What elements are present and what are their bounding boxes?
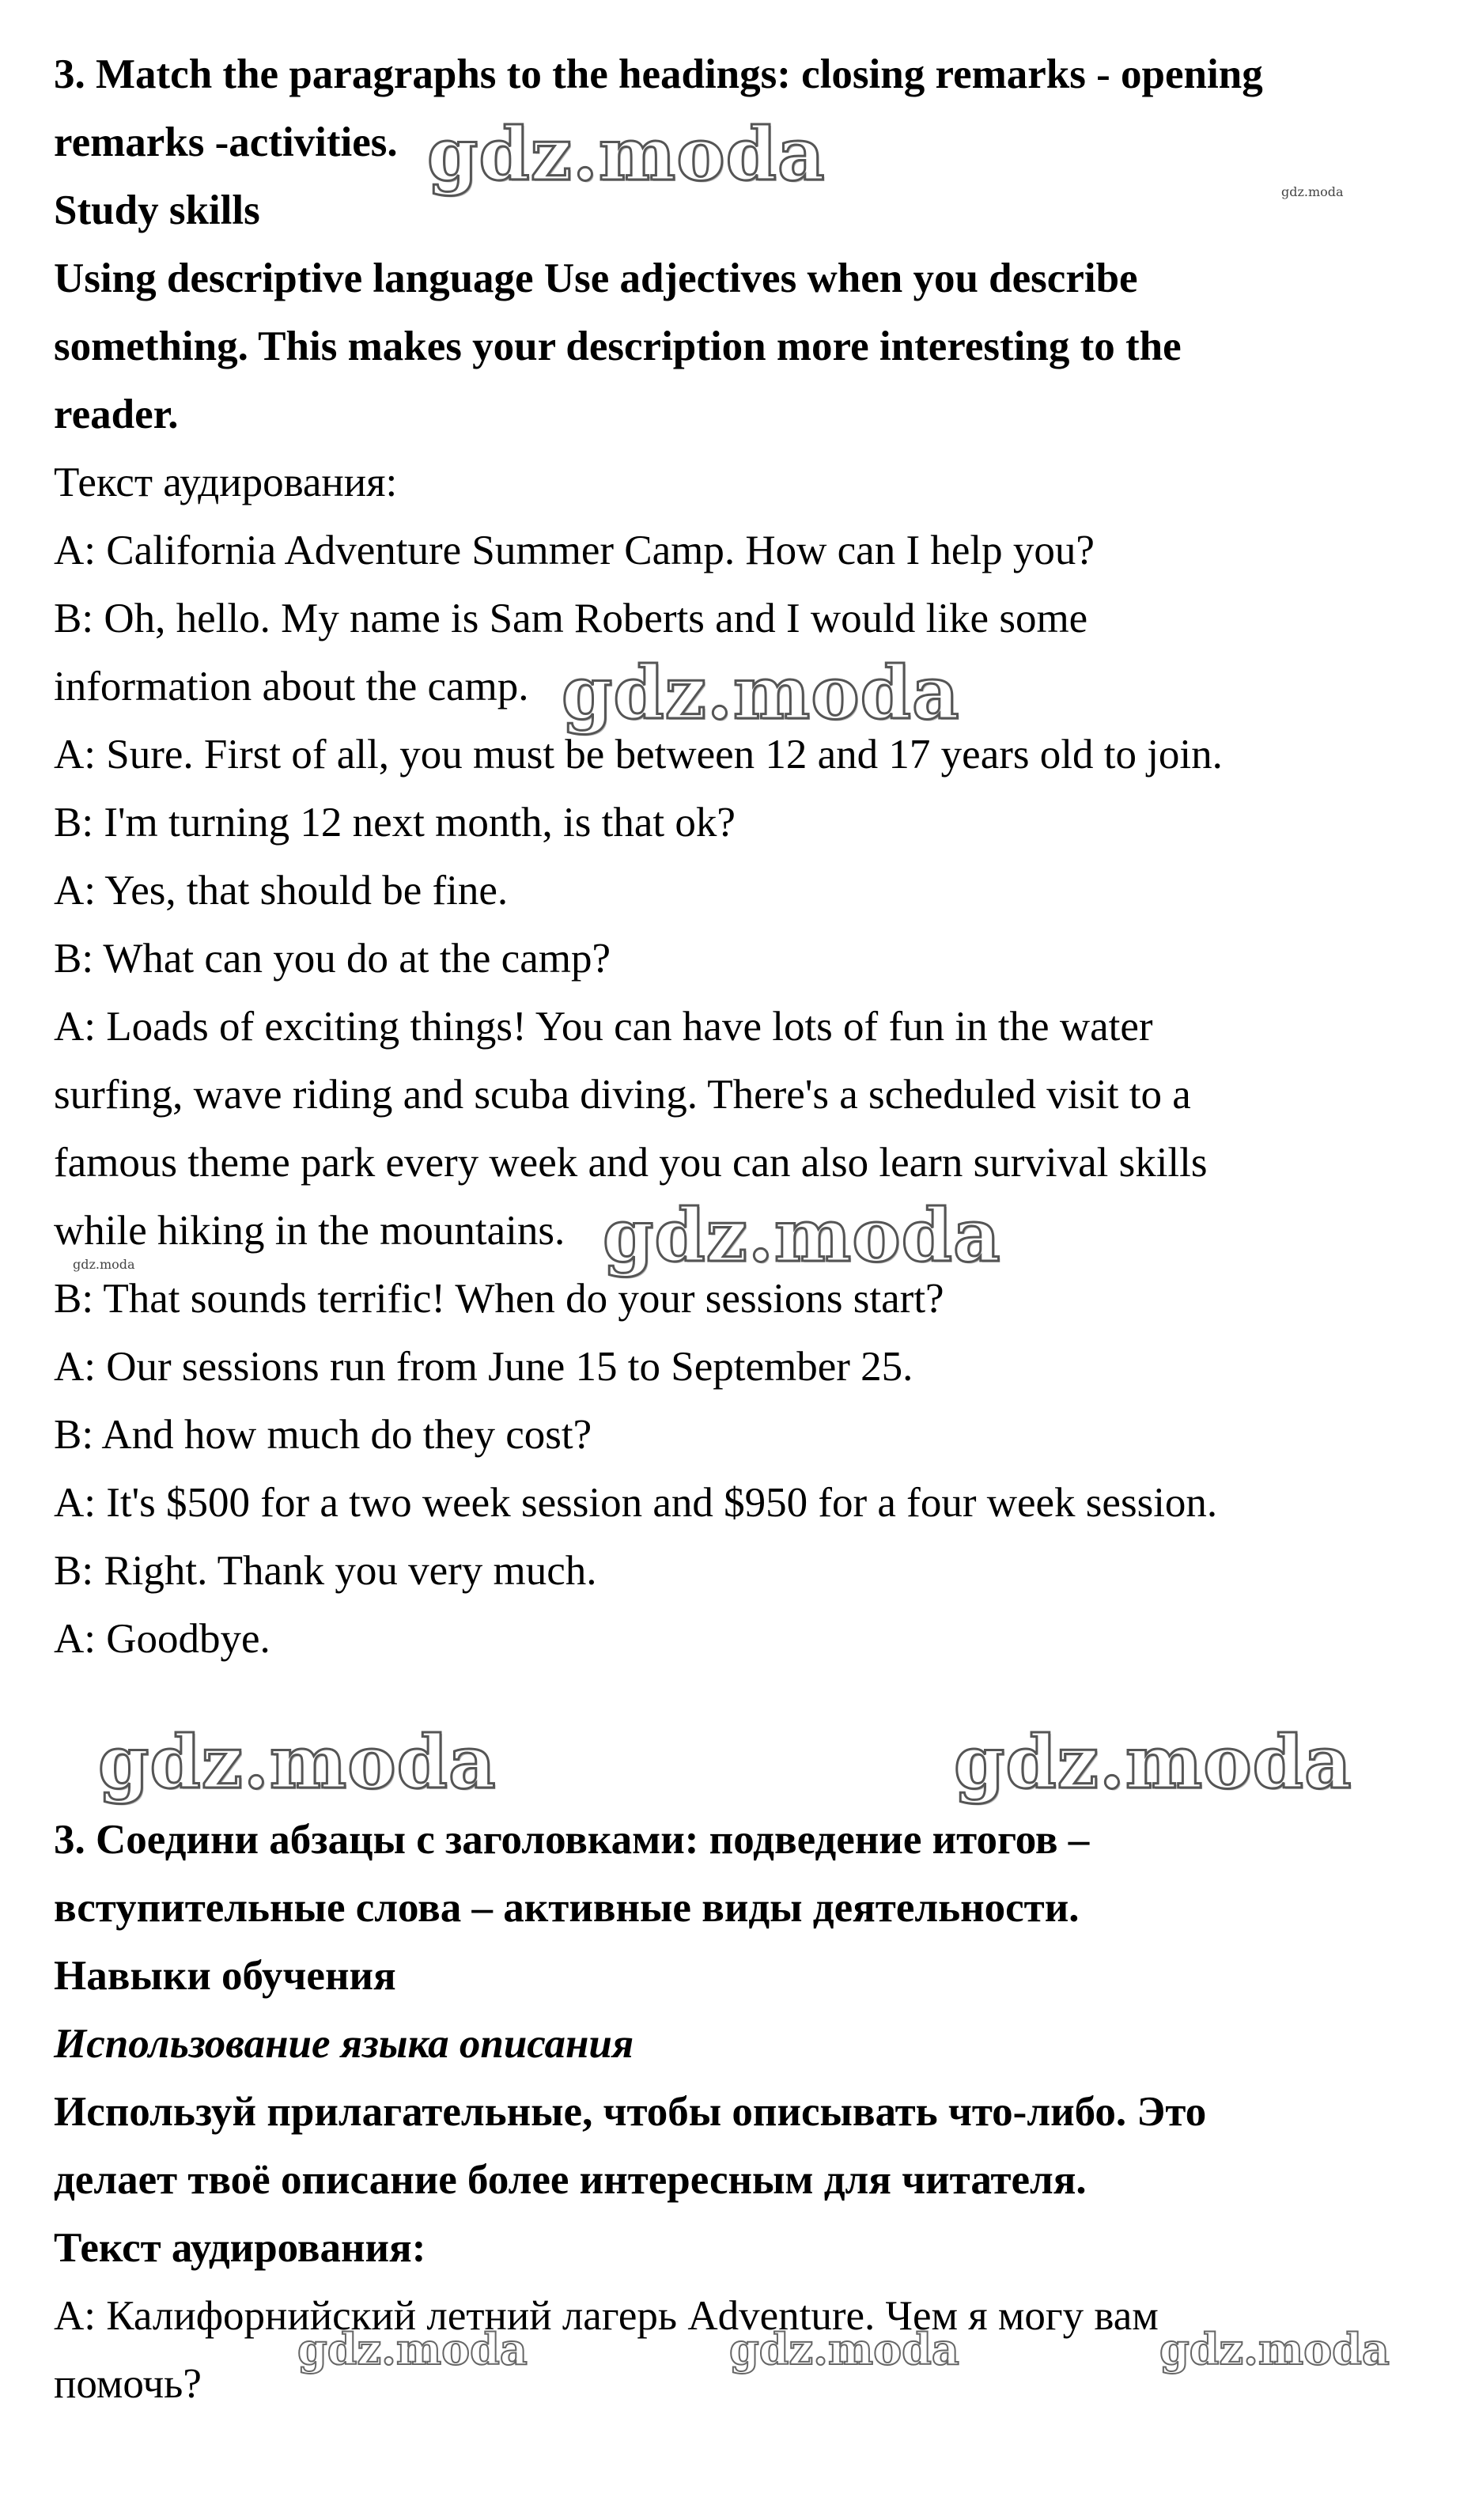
dialogue-line: B: Right. Thank you very much. xyxy=(54,1548,597,1594)
dialogue-line: A: Yes, that should be fine. xyxy=(54,868,509,914)
watermark-logo: gdz.moda xyxy=(1159,2324,1390,2374)
transcript-label-ru: Текст аудирования: xyxy=(54,460,398,505)
task-heading-en-line2: remarks -activities. xyxy=(54,119,398,165)
task-heading-ru-line2: вступительные слова – активные виды деятельности. xyxy=(54,1885,1080,1931)
task-heading-en-line1: 3. Match the paragraphs to the headings: closing remarks - opening xyxy=(54,51,1263,97)
watermark-small: gdz.moda xyxy=(1281,184,1344,199)
dialogue-line: while hiking in the mountains. xyxy=(54,1208,565,1254)
watermark-logo: gdz.moda xyxy=(603,1193,1001,1278)
dialogue-line: B: I'm turning 12 next month, is that ok? xyxy=(54,800,736,846)
watermark-logo: gdz.moda xyxy=(954,1720,1352,1805)
study-skills-text-ru-line2: делает твоё описание более интересным для читателя. xyxy=(54,2157,1087,2203)
study-skills-text-line1: Using descriptive language Use adjectives when you describe xyxy=(54,255,1138,301)
dialogue-line: A: California Adventure Summer Camp. How can I help you? xyxy=(54,528,1095,573)
dialogue-line: B: And how much do they cost? xyxy=(54,1412,592,1458)
dialogue-line: A: Loads of exciting things! You can have lots of fun in the water xyxy=(54,1004,1153,1050)
dialogue-line: A: Our sessions run from June 15 to September 25. xyxy=(54,1344,913,1390)
watermark-small: gdz.moda xyxy=(73,1257,135,1272)
dialogue-line: B: That sounds terrific! When do your sessions start? xyxy=(54,1276,944,1322)
dialogue-line-ru: A: Калифорнийский летний лагерь Adventure. Чем я могу вам xyxy=(54,2293,1159,2339)
dialogue-line: information about the camp. xyxy=(54,664,529,709)
dialogue-line: A: Goodbye. xyxy=(54,1616,270,1662)
study-skills-text-line3: reader. xyxy=(54,392,179,437)
dialogue-line: A: Sure. First of all, you must be between 12 and 17 years old to join. xyxy=(54,732,1223,778)
dialogue-line-ru: помочь? xyxy=(54,2361,202,2407)
study-skills-text-ru-line1: Используй прилагательные, чтобы описывать что-либо. Это xyxy=(54,2089,1207,2135)
watermark-logo: gdz.moda xyxy=(562,650,960,736)
dialogue-line: surfing, wave riding and scuba diving. There's a scheduled visit to a xyxy=(54,1072,1191,1118)
watermark-logo: gdz.moda xyxy=(98,1720,497,1805)
dialogue-line: famous theme park every week and you can also learn survival skills xyxy=(54,1140,1208,1186)
dialogue-line: A: It's $500 for a two week session and $950 for a four week session. xyxy=(54,1480,1218,1526)
dialogue-line: B: Oh, hello. My name is Sam Roberts and I would like some xyxy=(54,596,1088,641)
dialogue-line: B: What can you do at the camp? xyxy=(54,936,611,982)
watermark-logo: gdz.moda xyxy=(297,2324,528,2374)
study-skills-text-line2: something. This makes your description more interesting to the xyxy=(54,324,1182,369)
study-skills-heading-ru: Навыки обучения xyxy=(54,1953,396,1999)
watermark-logo: gdz.moda xyxy=(427,112,826,197)
transcript-label-ru-bold: Текст аудирования: xyxy=(54,2225,426,2271)
study-skills-heading: Study skills xyxy=(54,187,260,233)
watermark-logo: gdz.moda xyxy=(729,2324,959,2374)
descriptive-language-heading-ru: Использование языка описания xyxy=(54,2021,634,2067)
task-heading-ru-line1: 3. Соедини абзацы с заголовками: подведение итогов – xyxy=(54,1817,1090,1863)
